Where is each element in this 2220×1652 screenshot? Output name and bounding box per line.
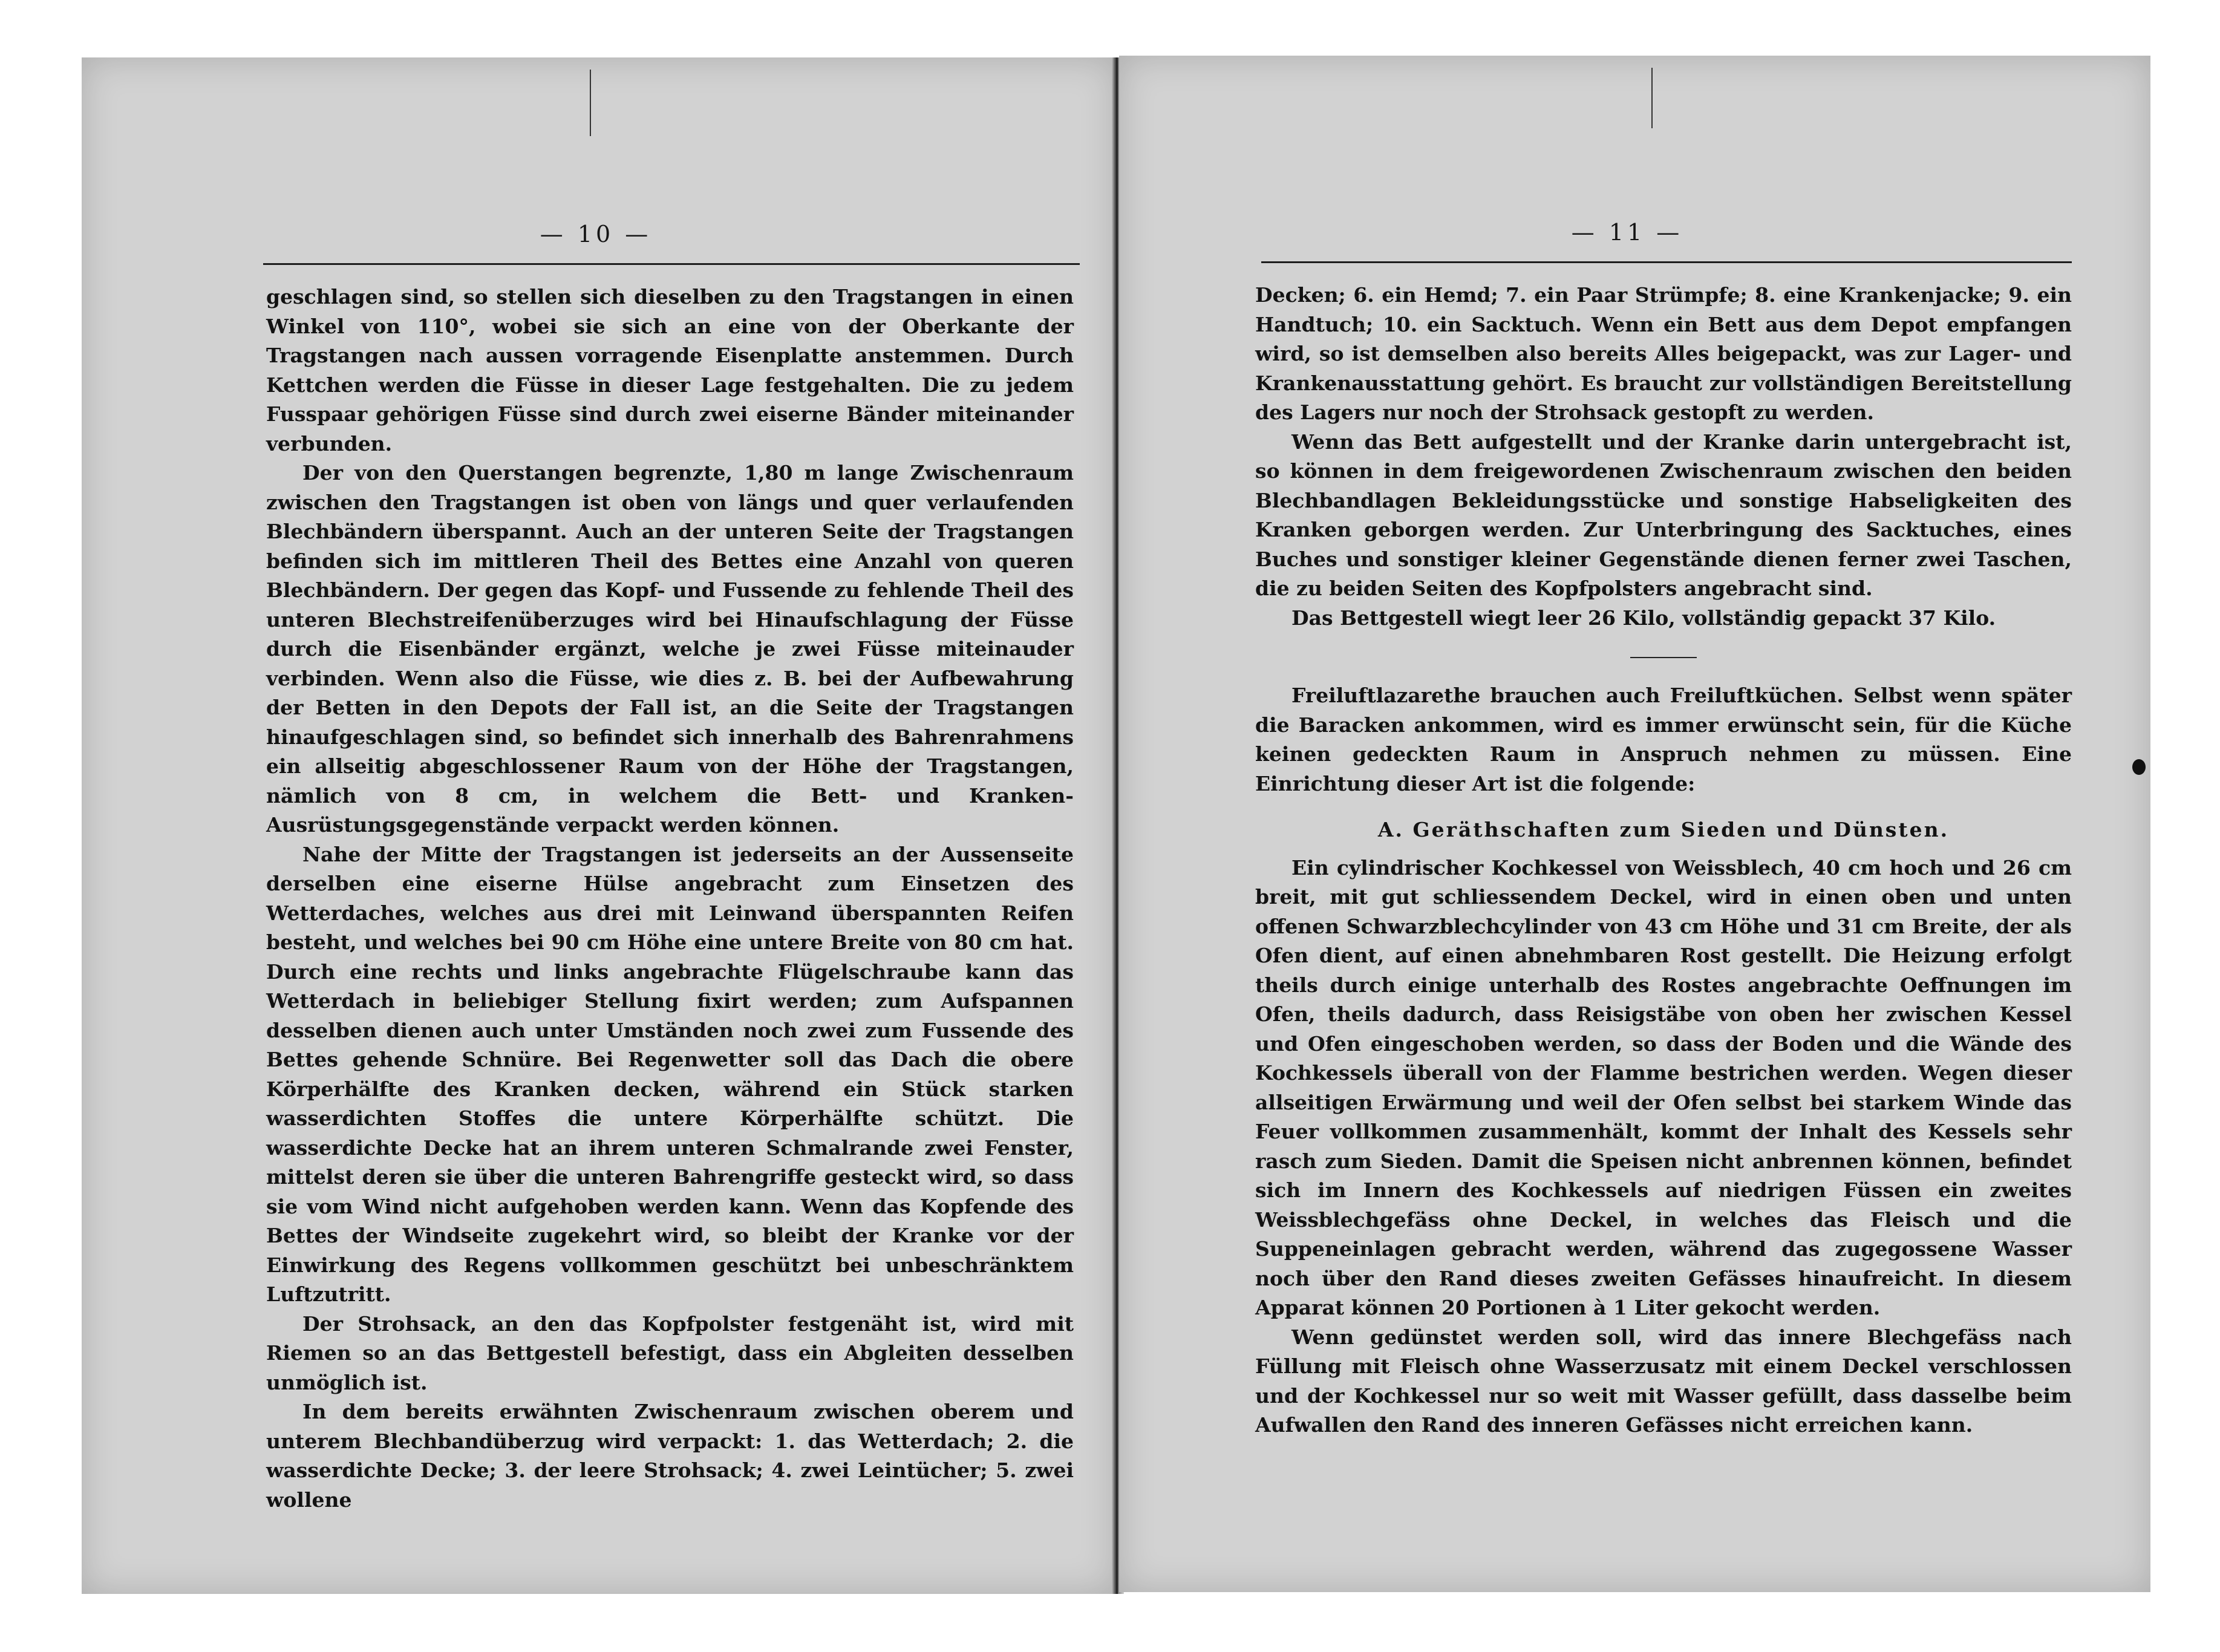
body-text xyxy=(266,282,1074,1515)
binding-mark xyxy=(590,70,591,136)
header-rule xyxy=(263,263,1080,265)
paragraph: Freiluftlazarethe brauchen auch Freiluftküchen. Selbst wenn später die Baracken ankommen, wird es immer erwünscht sein, für die Küche keinen gedeckten Raum in Anspruch nehmen zu müssen. Eine Einrichtung dieser Art ist die folgende: xyxy=(1255,684,2072,795)
body-text xyxy=(1255,281,2072,1440)
page-number: — 11 — xyxy=(1571,219,1683,246)
paragraph: Der von den Querstangen begrenzte, 1,80 m lange Zwischenraum zwischen den Tragstangen ist oben von längs und quer verlaufenden Blechbändern überspannt. Auch an der unteren Seite der Tragstangen befinden sich im mittleren Theil des Bettes eine Anzahl von queren Blechbändern. Der gegen das Kopf- und Fussende zu fehlende Theil des unteren Blechstreifenüberzuges wird bei Hinaufschlagung der Füsse durch die Eisenbänder ergänzt, welche je zwei Füsse miteinauder verbinden. Wenn also die Füsse, wie dies z. B. bei der Aufbewahrung der Betten in den Depots der Fall ist, an die Seite der Tragstangen hinaufgeschlagen sind, so befindet sich innerhalb des Bahrenrahmens ein allseitig abgeschlossener Raum von der Höhe der Tragstangen, nämlich von 8 cm, in welchem die Bett- und Kranken-Ausrüstungsgegenstände verpackt werden können. xyxy=(266,461,1074,837)
paragraph: Nahe der Mitte der Tragstangen ist jederseits an der Aussenseite derselben eine eiserne Hülse angebracht zum Einsetzen des Wetterdaches, welches aus drei mit Leinwand überspannten Reifen besteht, und welches bei 90 cm Höhe eine untere Breite von 80 cm hat. Durch eine rechts und links angebrachte Flügelschraube kann das Wetterdach in beliebiger Stellung fixirt werden; zum Aufspannen desselben dienen auch unter Umständen noch zwei zum Fussende des Bettes gehende Schnüre. Bei Regenwetter soll das Dach die obere Körperhälfte des Kranken decken, während ein Stück starken wasserdichten Stoffes die untere Körperhälfte schützt. Die wasserdichte Decke hat an ihrem unteren Schmalrande zwei Fenster, mittelst deren sie über die unteren Bahrengriffe gesteckt wird, so dass sie vom Wind nicht aufgehoben werden kann. Wenn das Kopfende des Bettes der Windseite zugekehrt wird, so bleibt der Kranke vor der Einwirkung des Regens vollkommen geschützt bei unbeschränktem Luftzutritt. xyxy=(266,842,1074,1306)
paragraph: In dem bereits erwähnten Zwischenraum zwischen oberem und unterem Blechbandüberzug wird verpackt: 1. das Wetterdach; 2. die wasserdichte Decke; 3. der leere Strohsack; 4. zwei Leintücher; 5. zwei wollene xyxy=(266,1400,1074,1512)
header-rule xyxy=(1261,261,2072,263)
paragraph: Decken; 6. ein Hemd; 7. ein Paar Strümpfe; 8. eine Krankenjacke; 9. ein Handtuch; 10. ein Sacktuch. Wenn ein Bett aus dem Depot empfangen wird, so ist demselben also bereits Alles beigepackt, was zur Lager- und Krankenausstattung gehört. Es braucht zur vollständigen Bereitstellung des Lagers nur noch der Strohsack gestopft zu werden. xyxy=(1255,283,2072,424)
paragraph: geschlagen sind, so stellen sich dieselben zu den Tragstangen in einen Winkel von 110°, wobei sie sich an eine von der Oberkante der Tragstangen nach aussen vorragende Eisenplatte anstemmen. Durch Kettchen werden die Füsse in dieser Lage festgehalten. Die zu jedem Fusspaar gehörigen Füsse sind durch zwei eiserne Bänder miteinander verbunden. xyxy=(266,285,1074,455)
binding-mark xyxy=(1651,68,1653,128)
page-number: — 10 — xyxy=(540,221,652,247)
right-page xyxy=(1119,56,2150,1592)
paragraph: Der Strohsack, an den das Kopfpolster festgenäht ist, wird mit Riemen so an das Bettgestell befestigt, dass ein Abgleiten desselben unmöglich ist. xyxy=(266,1311,1074,1394)
section-heading: A. Geräthschaften zum Sieden und Dünsten. xyxy=(1377,818,1950,841)
paragraph: Wenn das Bett aufgestellt und der Kranke darin untergebracht ist, so können in dem freigewordenen Zwischenraum zwischen den beiden Blechbandlagen Bekleidungsstücke und sonstige Habseligkeiten des Kranken geborgen werden. Zur Unterbringung des Sacktuches, eines Buches und sonstiger kleiner Gegenstände dienen ferner zwei Taschen, die zu beiden Seiten des Kopfpolsters angebracht sind. xyxy=(1255,429,2072,600)
paragraph: Wenn gedünstet werden soll, wird das innere Blechgefäss nach Füllung mit Fleisch ohne Wasserzusatz mit einem Deckel verschlossen und der Kochkessel nur so weit mit Wasser gefüllt, dass dasselbe beim Aufwallen den Rand des inneren Gefässes nicht erreichen kann. xyxy=(1255,1325,2072,1437)
paragraph: Ein cylindrischer Kochkessel von Weissblech, 40 cm hoch und 26 cm breit, mit gut schliessendem Deckel, wird in einen oben und unten offenen Schwarzblechcylinder von 43 cm Höhe und 31 cm Breite, der als Ofen dient, auf einen abnehmbaren Rost gestellt. Die Heizung erfolgt theils durch einige unterhalb des Rostes angebrachte Oeffnungen im Ofen, theils dadurch, dass Reisigstäbe von oben her zwischen Kessel und Ofen eingeschoben werden, so dass der Boden und die Wände des Kochkessels überall von der Flamme bestrichen werden. Wegen dieser allseitigen Erwärmung und weil der Ofen selbst bei starkem Winde das Feuer vollkommen zusammenhält, kommt der Inhalt des Kessels sehr rasch zum Sieden. Damit die Speisen nicht anbrennen können, befindet sich im Innern des Kochkessels auf niedrigen Füssen ein zweites Weissblechgefäss ohne Deckel, in welches das Fleisch und die Suppeneinlagen gebracht werden, während das zugegossene Wasser noch über den Rand dieses zweiten Gefässes hinaufreicht. In diesem Apparat können 20 Portionen à 1 Liter gekocht werden. xyxy=(1255,855,2072,1319)
ink-spot xyxy=(2132,759,2146,775)
left-page xyxy=(82,57,1121,1594)
paragraph: Das Bettgestell wiegt leer 26 Kilo, vollständig gepackt 37 Kilo. xyxy=(1291,606,1996,630)
section-divider xyxy=(1630,657,1697,658)
